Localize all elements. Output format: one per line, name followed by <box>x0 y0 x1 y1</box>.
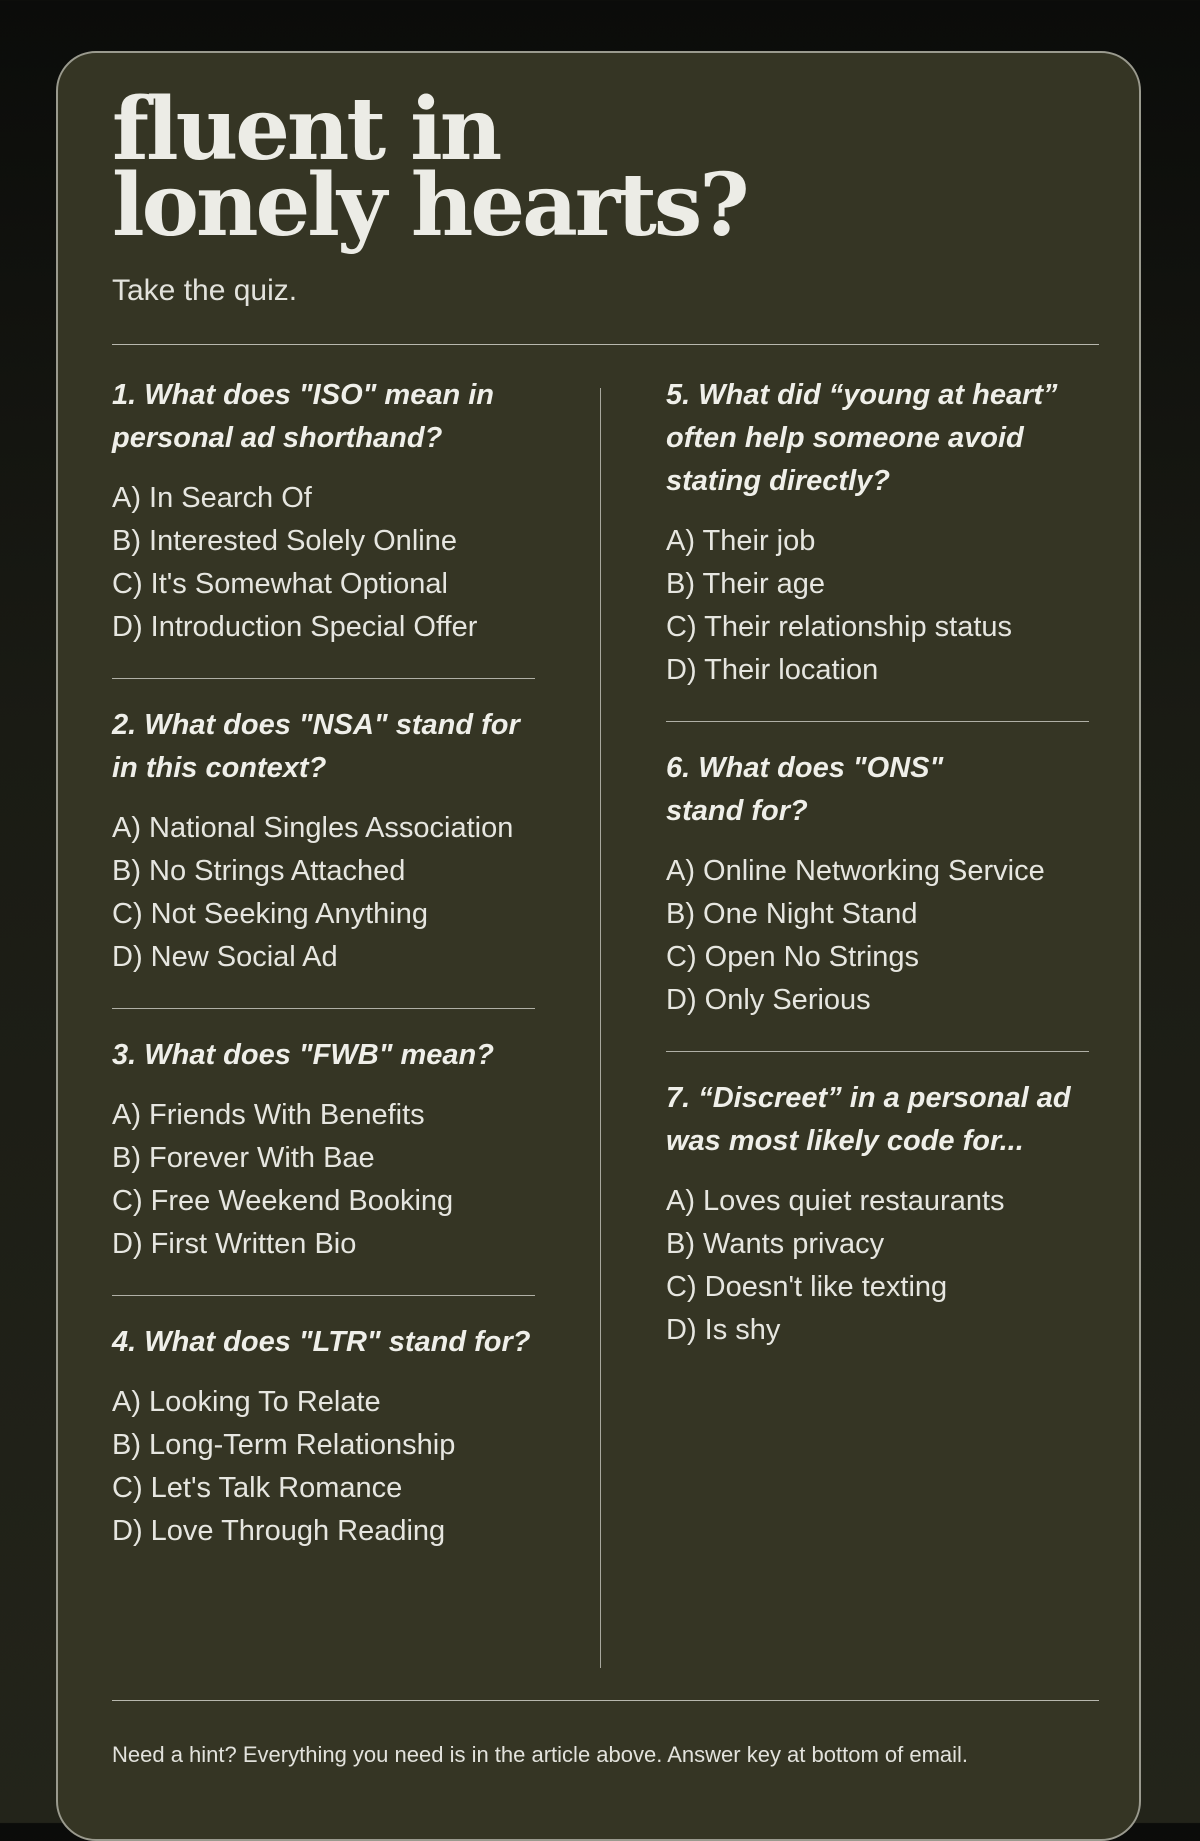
question-2: 2. What does "NSA" stand for in this context? <box>112 709 520 784</box>
option-4b: B) Long-Term Relationship <box>112 1429 456 1461</box>
option-4d: D) Love Through Reading <box>112 1515 446 1547</box>
bottom-divider <box>112 1700 1099 1701</box>
question-divider <box>666 1051 1089 1052</box>
title-line-1: fluent in <box>112 79 500 180</box>
option-3b: B) Forever With Bae <box>112 1142 375 1174</box>
option-2a: A) National Singles Association <box>112 812 514 844</box>
question-divider <box>112 678 535 679</box>
options-7 <box>666 1180 1089 1352</box>
right-column <box>666 374 1089 1352</box>
option-5b: B) Their age <box>666 568 826 600</box>
option-5d: D) Their location <box>666 654 879 686</box>
option-6d: D) Only Serious <box>666 984 871 1016</box>
question-1: 1. What does "ISO" mean in personal ad shorthand? <box>112 379 495 454</box>
option-1a: A) In Search Of <box>112 482 312 514</box>
left-column <box>112 374 535 1553</box>
options-5 <box>666 520 1089 692</box>
question-block-4 <box>112 1321 535 1553</box>
question-5: 5. What did “young at heart” often help someone avoid stating directly? <box>666 379 1058 497</box>
option-3c: C) Free Weekend Booking <box>112 1185 454 1217</box>
option-7d: D) Is shy <box>666 1314 781 1346</box>
option-5c: C) Their relationship status <box>666 611 1013 643</box>
question-6: 6. What does "ONS" stand for? <box>666 752 944 827</box>
option-1b: B) Interested Solely Online <box>112 525 457 557</box>
question-7: 7. “Discreet” in a personal ad was most likely code for... <box>666 1082 1071 1157</box>
options-6 <box>666 850 1089 1022</box>
option-6c: C) Open No Strings <box>666 941 920 973</box>
option-6a: A) Online Networking Service <box>666 855 1045 887</box>
option-1c: C) It's Somewhat Optional <box>112 568 448 600</box>
option-2b: B) No Strings Attached <box>112 855 406 887</box>
question-4: 4. What does "LTR" stand for? <box>112 1326 531 1358</box>
title-line-2: lonely hearts? <box>112 155 747 256</box>
question-block-3 <box>112 1034 535 1266</box>
option-3a: A) Friends With Benefits <box>112 1099 425 1131</box>
column-divider <box>600 388 601 1668</box>
option-7b: B) Wants privacy <box>666 1228 885 1260</box>
options-1 <box>112 477 535 649</box>
option-3d: D) First Written Bio <box>112 1228 357 1260</box>
option-6b: B) One Night Stand <box>666 898 918 930</box>
options-3 <box>112 1094 535 1266</box>
quiz-subtitle: Take the quiz. <box>112 274 298 307</box>
option-2d: D) New Social Ad <box>112 941 338 973</box>
options-2 <box>112 807 535 979</box>
option-1d: D) Introduction Special Offer <box>112 611 478 643</box>
option-5a: A) Their job <box>666 525 816 557</box>
question-block-2 <box>112 704 535 979</box>
question-divider <box>112 1295 535 1296</box>
option-7c: C) Doesn't like texting <box>666 1271 948 1303</box>
question-block-6 <box>666 747 1089 1022</box>
option-4a: A) Looking To Relate <box>112 1386 381 1418</box>
quiz-title <box>112 79 747 256</box>
question-divider <box>112 1008 535 1009</box>
question-divider <box>666 721 1089 722</box>
options-4 <box>112 1381 535 1553</box>
top-divider <box>112 344 1099 345</box>
option-2c: C) Not Seeking Anything <box>112 898 428 930</box>
option-7a: A) Loves quiet restaurants <box>666 1185 1005 1217</box>
question-block-1 <box>112 374 535 649</box>
question-block-5 <box>666 374 1089 692</box>
option-4c: C) Let's Talk Romance <box>112 1472 403 1504</box>
question-3: 3. What does "FWB" mean? <box>112 1039 494 1071</box>
hint-footer: Need a hint? Everything you need is in the article above. Answer key at bottom of email. <box>112 1742 969 1767</box>
question-block-7 <box>666 1077 1089 1352</box>
